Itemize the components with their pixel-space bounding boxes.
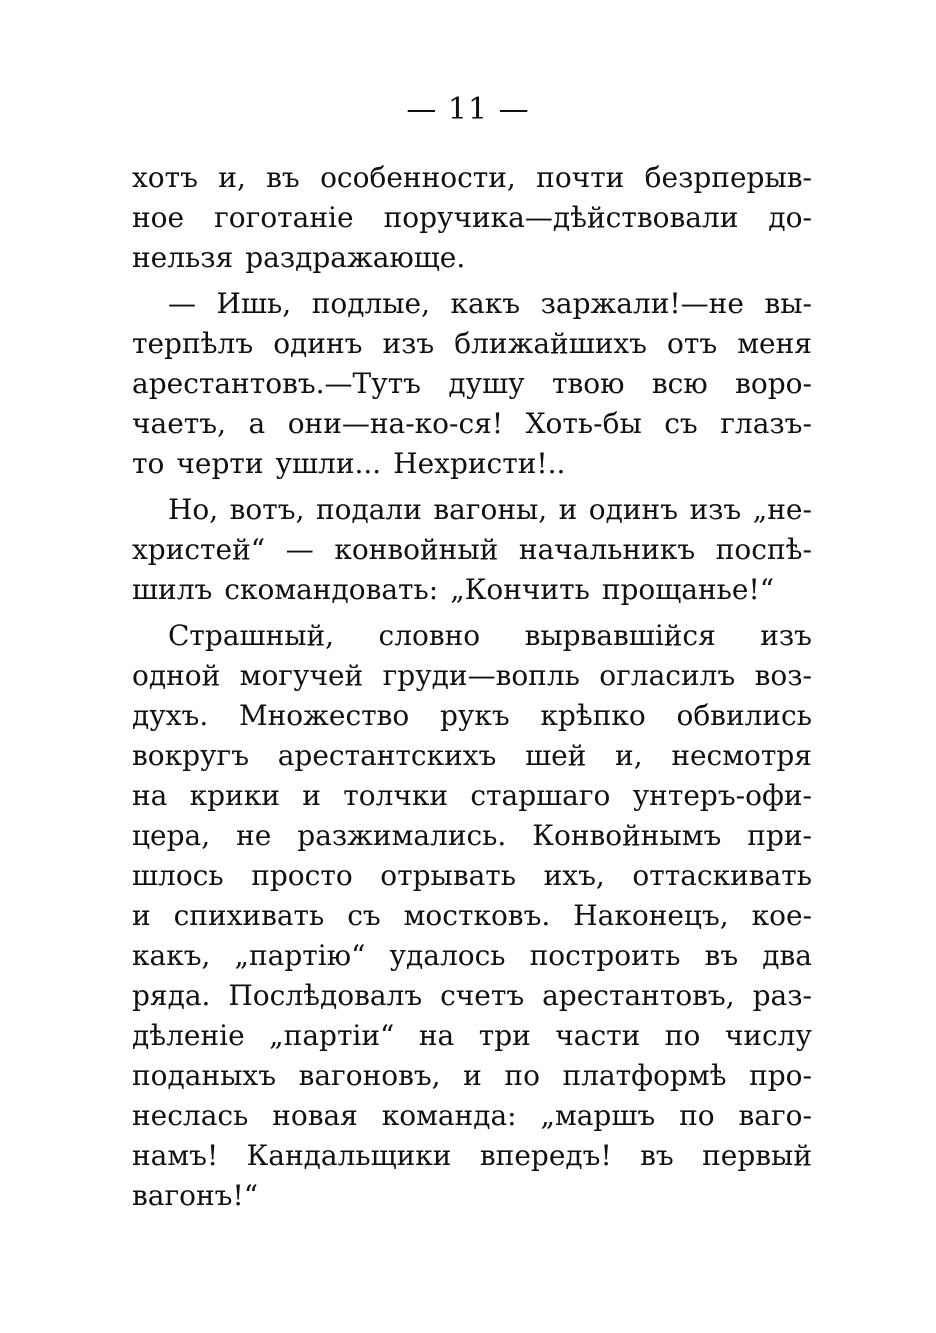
word: духъ. <box>132 699 209 732</box>
text-line <box>132 856 812 896</box>
word: по <box>664 1019 701 1052</box>
text-line <box>132 656 812 696</box>
word: хотъ <box>132 161 198 194</box>
word: одинъ <box>273 327 363 360</box>
word: терпѣлъ <box>132 327 254 360</box>
word: ряда. <box>132 979 211 1012</box>
word: съ <box>347 899 381 932</box>
word: Кандальщики <box>246 1139 452 1172</box>
text-line <box>132 1016 812 1056</box>
text-line <box>132 896 812 936</box>
word: спихивать <box>173 899 325 932</box>
word: команда: <box>381 1099 517 1132</box>
word: вотъ, <box>229 493 305 526</box>
word: до- <box>768 201 812 234</box>
word: два <box>762 939 812 972</box>
word: унтеръ-офи- <box>632 779 812 812</box>
text-line <box>132 238 812 278</box>
word: рукъ <box>439 699 510 732</box>
text-line <box>132 1176 812 1216</box>
word: Страшный, <box>168 619 335 652</box>
word: разжимались. <box>297 819 507 852</box>
word: воро- <box>735 367 812 400</box>
word: чаетъ, <box>132 407 226 440</box>
text-line <box>132 530 812 570</box>
word: глазъ- <box>720 407 812 440</box>
word: первый <box>702 1139 812 1172</box>
word: по <box>504 1059 540 1092</box>
word: словно <box>378 619 481 652</box>
word: почти <box>536 161 625 194</box>
word: всю <box>651 367 708 400</box>
word: про- <box>749 1059 812 1092</box>
word: „Кончить <box>450 573 590 606</box>
word: какъ <box>450 287 521 320</box>
text-line <box>132 158 812 198</box>
text-line <box>132 490 812 530</box>
word: несмотря <box>671 739 812 772</box>
word: дѣленіе <box>132 1019 245 1052</box>
word: неслась <box>132 1099 249 1132</box>
word: Но, <box>168 493 219 526</box>
word: части <box>555 1019 641 1052</box>
word: счетъ <box>440 979 525 1012</box>
word: числу <box>724 1019 812 1052</box>
word: скомандовать: <box>224 573 439 606</box>
word: одной <box>132 659 221 692</box>
word: вагонъ!“ <box>132 1179 259 1212</box>
word: нельзя <box>132 241 234 274</box>
word: вагоновъ, <box>298 1059 441 1092</box>
word: твою <box>552 367 625 400</box>
word: поданыхъ <box>132 1059 277 1092</box>
word: ближайшихъ <box>454 327 647 360</box>
word: заржали!—не <box>540 287 744 320</box>
text-line <box>132 1056 812 1096</box>
word: особенности, <box>320 161 516 194</box>
word: вагоны, <box>433 493 548 526</box>
word: отъ <box>667 327 718 360</box>
paragraph <box>132 284 812 484</box>
text-line <box>132 570 812 610</box>
word: — <box>168 287 196 320</box>
word: поспѣ- <box>715 533 812 566</box>
text-line <box>132 696 812 736</box>
word: кое- <box>751 899 812 932</box>
word: отрывать <box>380 859 517 892</box>
word: ное <box>132 201 185 234</box>
word: изъ <box>382 327 435 360</box>
word: платформѣ <box>562 1059 727 1092</box>
paragraph <box>132 158 812 278</box>
word: мостковъ. <box>403 899 551 932</box>
text-line <box>132 284 812 324</box>
word: христей“ <box>132 533 266 566</box>
word: оттаскивать <box>632 859 812 892</box>
word: намъ! <box>132 1139 219 1172</box>
word: Послѣдовалъ <box>228 979 423 1012</box>
word: то <box>132 447 165 480</box>
word: крѣпко <box>540 699 646 732</box>
word: крики <box>189 779 280 812</box>
word: „не- <box>752 493 812 526</box>
word: обвились <box>676 699 812 732</box>
word: вокругъ <box>132 739 250 772</box>
word: новая <box>272 1099 358 1132</box>
word: ушли... <box>275 447 382 480</box>
word: черти <box>176 447 264 480</box>
word: Ишь, <box>216 287 292 320</box>
word: Хоть-бы <box>525 407 642 440</box>
word: они—на-ко-ся! <box>287 407 504 440</box>
text-line <box>132 324 812 364</box>
word: могучей <box>239 659 364 692</box>
word: „партію“ <box>234 939 366 972</box>
word: Множество <box>238 699 410 732</box>
word: Наконецъ, <box>573 899 729 932</box>
word: и <box>132 899 151 932</box>
text-line <box>132 736 812 776</box>
word: арестантовъ, <box>542 979 735 1012</box>
word: при- <box>747 819 812 852</box>
word: огласилъ <box>599 659 736 692</box>
text-line <box>132 1096 812 1136</box>
word: ваго- <box>738 1099 812 1132</box>
word: Конвойнымъ <box>532 819 722 852</box>
word: цера, <box>132 819 211 852</box>
word: на <box>418 1019 455 1052</box>
word: и <box>558 493 578 526</box>
word: „маршъ <box>540 1099 656 1132</box>
word: душу <box>448 367 525 400</box>
word: „партіи“ <box>269 1019 395 1052</box>
word: не <box>236 819 272 852</box>
word: подали <box>315 493 422 526</box>
word: арестантовъ.—Тутъ <box>132 367 421 400</box>
word: начальникъ <box>518 533 696 566</box>
word: въ <box>266 161 300 194</box>
word: какъ, <box>132 939 211 972</box>
word: раз- <box>752 979 812 1012</box>
word: и <box>302 779 321 812</box>
word: груди—вопль <box>382 659 580 692</box>
word: построить <box>529 939 681 972</box>
word: толчки <box>343 779 449 812</box>
word: по <box>679 1099 715 1132</box>
page-number: — 11 — <box>406 92 530 127</box>
word: просто <box>251 859 353 892</box>
word: въ <box>640 1139 674 1172</box>
text-line <box>132 816 812 856</box>
word: одинъ <box>588 493 679 526</box>
word: шей <box>525 739 587 772</box>
word: шилъ <box>132 573 213 606</box>
word: на <box>132 779 168 812</box>
word: меня <box>737 327 812 360</box>
text-line <box>132 616 812 656</box>
word: вырвавшійся <box>524 619 716 652</box>
word: арестантскихъ <box>277 739 497 772</box>
word: съ <box>664 407 698 440</box>
word: подлые, <box>311 287 430 320</box>
text-line <box>132 1136 812 1176</box>
word: удалось <box>389 939 506 972</box>
word: въ <box>704 939 739 972</box>
word: вы- <box>764 287 812 320</box>
text-line <box>132 976 812 1016</box>
text-line <box>132 444 812 484</box>
word: и <box>463 1059 482 1092</box>
word: и, <box>615 739 643 772</box>
word: изъ <box>760 619 812 652</box>
word: шлось <box>132 859 224 892</box>
word: и, <box>218 161 246 194</box>
word: ихъ, <box>543 859 605 892</box>
word: а <box>248 407 266 440</box>
word: — <box>285 533 314 566</box>
text-line <box>132 198 812 238</box>
word: воз- <box>754 659 812 692</box>
word: изъ <box>689 493 742 526</box>
word: раздражающе. <box>245 241 466 274</box>
word: впередъ! <box>479 1139 612 1172</box>
paragraph <box>132 616 812 1216</box>
paragraph <box>132 490 812 610</box>
text-line <box>132 936 812 976</box>
text-line <box>132 364 812 404</box>
body-text <box>132 158 812 1216</box>
text-line <box>132 404 812 444</box>
word: безрперыв- <box>644 161 812 194</box>
word: поручика—дѣйствовали <box>383 201 739 234</box>
word: гоготаніе <box>214 201 354 234</box>
word: прощанье!“ <box>601 573 775 606</box>
word: конвойный <box>334 533 499 566</box>
word: Нехристи!.. <box>393 447 566 480</box>
word: три <box>478 1019 531 1052</box>
text-line <box>132 776 812 816</box>
word: старшаго <box>470 779 611 812</box>
